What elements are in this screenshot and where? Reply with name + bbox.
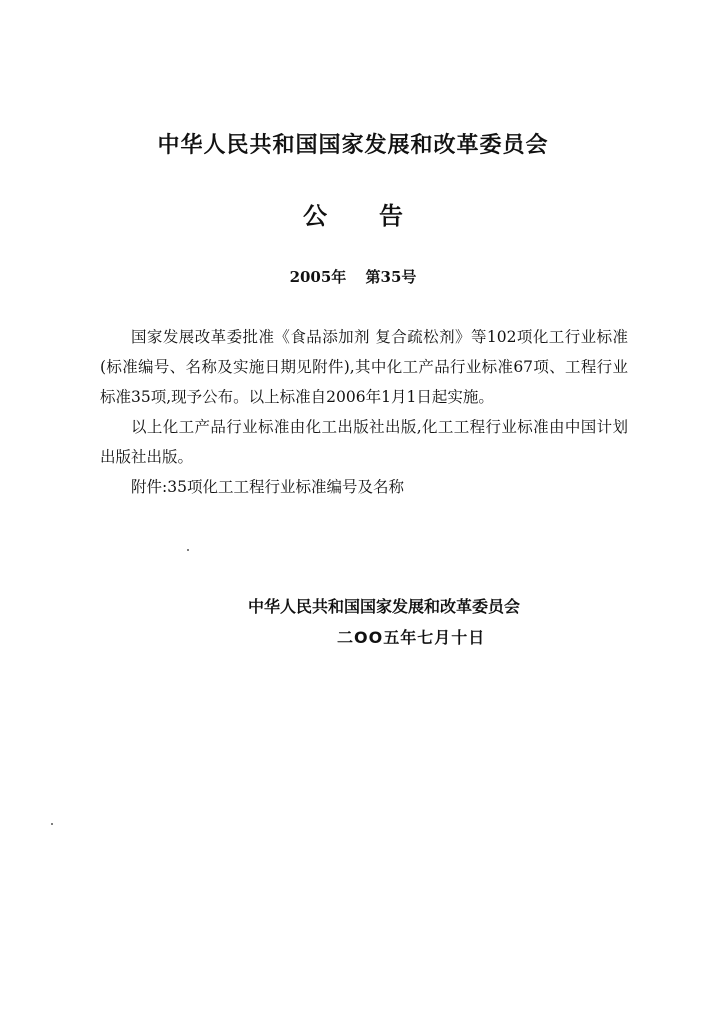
announcement-body	[100, 322, 628, 502]
signature-block	[248, 594, 608, 648]
signature-date: 二OO五年七月十日	[337, 628, 486, 647]
document-type-heading: 公告	[303, 202, 455, 230]
scan-speck	[187, 549, 189, 551]
scan-speck	[51, 823, 53, 825]
document-number: 2005年 第35号	[289, 268, 417, 286]
body-paragraph-publishers: 以上化工产品行业标准由化工出版社出版,化工工程行业标准由中国计划出版社出版。	[100, 418, 628, 466]
body-paragraph-approval: 国家发展改革委批准《食品添加剂 复合疏松剂》等102项化工行业标准(标准编号、名称及实施日期见附件),其中化工产品行业标准67项、工程行业标准35项,现予公布。以上标准自2006年1月1日起实施。	[100, 328, 628, 406]
issuing-organization-title: 中华人民共和国国家发展和改革委员会	[157, 133, 549, 158]
signature-organization: 中华人民共和国国家发展和改革委员会	[248, 597, 521, 616]
attachment-line: 附件:35项化工工程行业标准编号及名称	[131, 478, 404, 496]
